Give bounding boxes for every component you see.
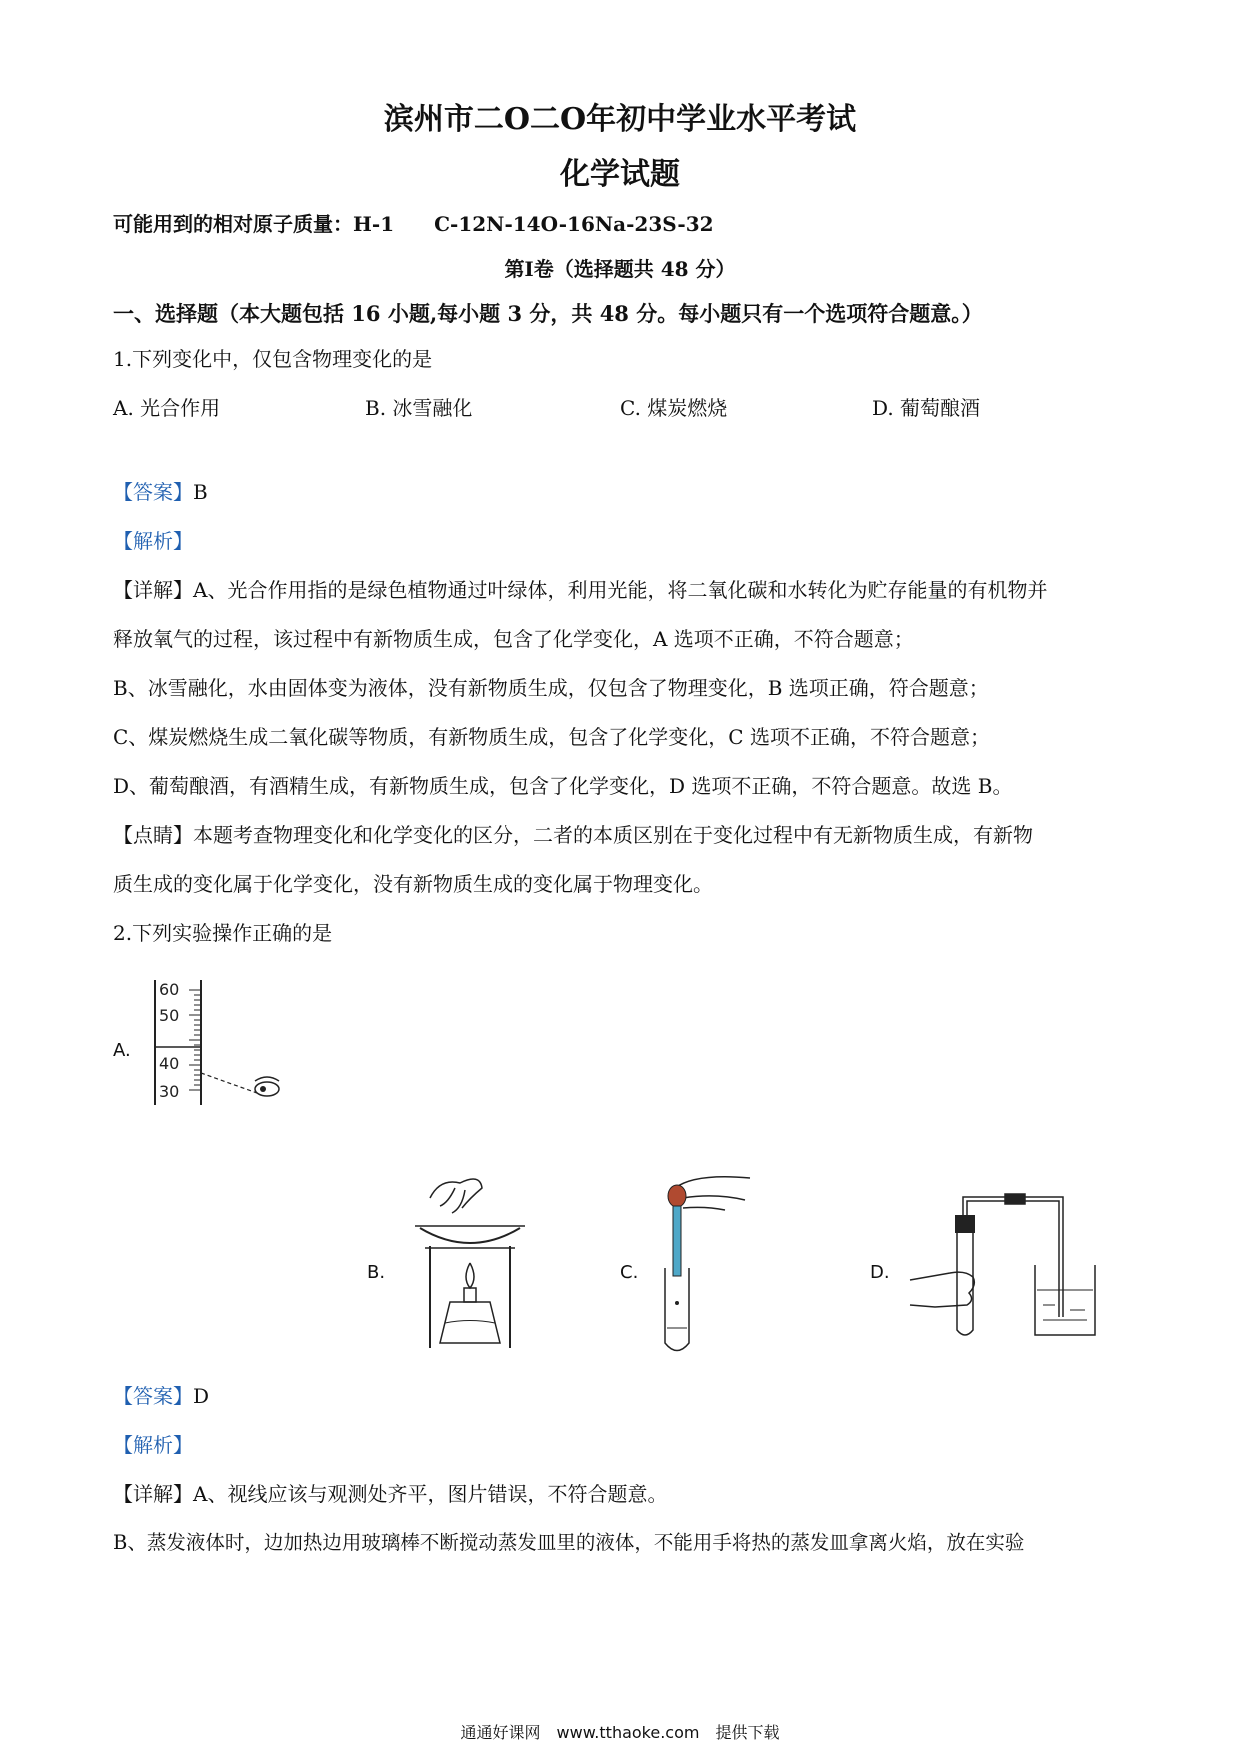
fig-d-label: D. [870,1262,890,1283]
q2-analysis-tag: 【解析】 [113,1433,193,1457]
graduated-cylinder-figure [145,975,285,1110]
dropper-icon [668,1185,686,1276]
q1-stem: 1.下列变化中，仅包含物理变化的是 [113,347,433,371]
answer-tag: 【答案】 [113,480,193,504]
test-tube-icon [665,1268,689,1351]
answer-tag: 【答案】 [113,1384,193,1408]
q1-answer [113,478,208,506]
q2-answer [113,1382,209,1410]
q1-detail-line-3: B、冰雪融化，水由固体变为液体，没有新物质生成，仅包含了物理变化，B 选项正确，符合题意； [113,676,989,700]
atomic-masses: 可能用到的相对原子质量：H-1 C-12N-14O-16Na-23S-32 [113,212,714,236]
evaporating-dish-icon [420,1228,520,1243]
section-title: 一、选择题（本大题包括 16 小题,每小题 3 分，共 48 分。每小题只有一个选项符合题意。） [113,301,983,326]
fig-b-label: B. [367,1262,386,1283]
detail-tag: 【详解】 [113,1482,193,1506]
q1-detail-line-1 [113,576,1047,604]
exam-title: 滨州市二O二O年初中学业水平考试 [383,102,857,137]
q1-detail-line-5: D、葡萄酿酒，有酒精生成，有新物质生成，包含了化学变化，D 选项不正确，不符合题意。故选 B。 [113,774,1013,798]
eye-icon [255,1077,279,1096]
fig-a-label: A. [113,1040,131,1061]
q1-option-c: C. 煤炭燃烧 [620,396,728,420]
point-tag: 【点睛】 [113,823,193,847]
dropper-figure [655,1168,755,1358]
hand-icon [430,1179,482,1213]
q1-detail-line-2: 释放氧气的过程，该过程中有新物质生成，包含了化学变化，A 选项不正确，不符合题意； [113,627,914,651]
q2-detail-line-1 [113,1480,667,1508]
detail-tag: 【详解】 [113,578,193,602]
q2-stem: 2.下列实验操作正确的是 [113,921,333,945]
point-text: 本题考查物理变化和化学变化的区分，二者的本质区别在于变化过程中有无新物质生成，有新物 [193,823,1033,847]
tick-label-50: 50 [159,1006,180,1025]
detail-text: A、视线应该与观测处齐平，图片错误，不符合题意。 [193,1482,668,1506]
fig-c-label: C. [620,1262,639,1283]
q1-analysis-tag: 【解析】 [113,529,193,553]
delivery-tube-icon [963,1194,1063,1317]
evaporation-figure [400,1168,540,1358]
exam-subtitle: 化学试题 [560,157,680,192]
q1-option-a: A. 光合作用 [113,396,221,420]
part-title: 第Ⅰ卷（选择题共 48 分） [504,257,736,281]
q1-point-line-1 [113,821,1033,849]
airtightness-check-figure [905,1185,1105,1345]
tick-label-40: 40 [159,1054,180,1073]
tick-label-30: 30 [159,1082,180,1101]
q1-detail-line-4: C、煤炭燃烧生成二氧化碳等物质，有新物质生成，包含了化学变化，C 选项不正确，不符合题意； [113,725,990,749]
tick-label-60: 60 [159,980,180,999]
test-tube-icon [955,1215,975,1335]
answer-value: B [193,480,208,504]
detail-text: A、光合作用指的是绿色植物通过叶绿体，利用光能，将二氧化碳和水转化为贮存能量的有机物并 [193,578,1048,602]
answer-value: D [193,1384,210,1408]
q2-detail-line-2: B、蒸发液体时，边加热边用玻璃棒不断搅动蒸发皿里的液体，不能用手将热的蒸发皿拿离火焰，放在实验 [113,1531,1025,1554]
q1-option-d: D. 葡萄酿酒 [872,396,981,420]
q1-option-b: B. 冰雪融化 [365,396,473,420]
hand-icon [910,1272,974,1307]
beaker-icon [1035,1265,1095,1335]
alcohol-lamp-icon [440,1263,500,1343]
q1-point-line-2: 质生成的变化属于化学变化，没有新物质生成的变化属于物理变化。 [113,872,713,896]
page-footer: 通通好课网 www.tthaoke.com 提供下载 [460,1723,780,1742]
